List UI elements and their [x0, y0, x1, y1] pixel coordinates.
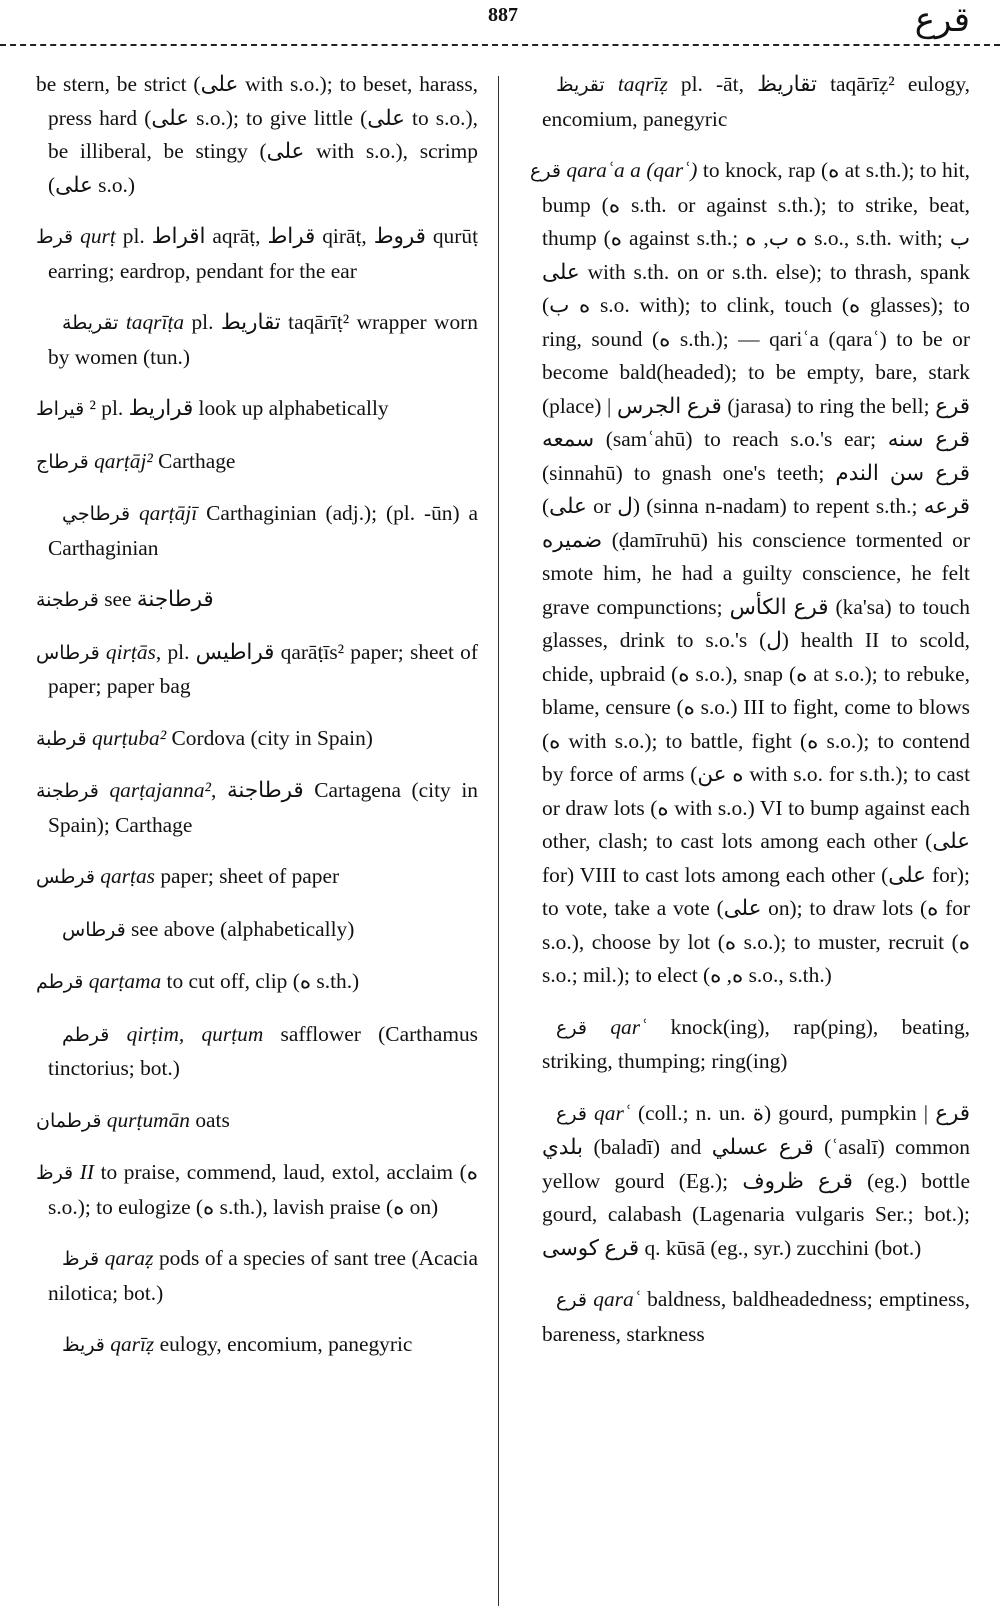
- entry-arabic: قيراط: [36, 398, 85, 420]
- dictionary-entry: [36, 722, 478, 757]
- dictionary-entry: [36, 392, 478, 427]
- entry-definition: Carthage: [152, 448, 236, 473]
- entry-headword: taqrīẓ: [617, 72, 668, 96]
- entry-arabic: قرطاس: [36, 641, 100, 664]
- entry-definition: knock(ing), rap(ping), beating, striking, thumping; ring(ing): [542, 1014, 970, 1073]
- dictionary-entry: [36, 1104, 478, 1139]
- entry-headword: taqrīṭa: [125, 310, 185, 334]
- entry-headword: qarṭājī: [138, 501, 198, 525]
- column-divider: [498, 76, 499, 1606]
- entry-headword: qarṭajanna²: [109, 778, 211, 802]
- dictionary-entry: [530, 1097, 970, 1266]
- entry-headword: qarīẓ: [110, 1332, 155, 1356]
- entry-definition: pods of a species of sant tree (Acacia nilotica; bot.): [48, 1246, 478, 1305]
- entry-definition: pl. اقراط aqrāṭ, قراط qirāṭ, قروط qurūṭ earring; eardrop, pendant for the ear: [48, 224, 479, 283]
- entry-definition: Carthaginian (adj.); (pl. -ūn) a Carthaginian: [48, 501, 478, 560]
- entry-arabic: قرع: [556, 1102, 587, 1125]
- dictionary-entry: [36, 965, 478, 1000]
- dictionary-entry: [36, 860, 478, 895]
- entry-arabic: قرع: [556, 1289, 587, 1311]
- entry-definition: see قرطاجنة: [104, 587, 214, 611]
- entry-headword: qarṭama: [88, 969, 162, 993]
- entry-definition: pl. تقاريط taqārīṭ² wrapper worn by women (tun.): [48, 310, 478, 369]
- entry-definition: safflower (Carthamus tinctorius; bot.): [48, 1021, 478, 1080]
- entry-headword: qarṭas: [100, 864, 155, 888]
- guide-word: قرع: [914, 2, 970, 39]
- dictionary-entry: [36, 1156, 478, 1224]
- entry-definition: , pl. قراطيس qarāṭīs² paper; sheet of paper; paper bag: [48, 639, 478, 698]
- dictionary-entry: [36, 220, 478, 288]
- entry-arabic: قرطمان: [36, 1109, 102, 1132]
- entry-arabic: قرطم: [36, 971, 84, 993]
- entry-definition: be stern, be strict (على with s.o.); to beset, harass, press hard (على s.o.); to give little (على to s.o.), be illiberal, be stingy (على with s.o.), scrimp (على s.o.): [36, 72, 478, 197]
- entry-arabic: قرع: [556, 1016, 587, 1039]
- dictionary-entry: [36, 1242, 478, 1310]
- entry-arabic: تقريظ: [556, 74, 605, 96]
- entry-definition: to cut off, clip (ه s.th.): [161, 969, 360, 993]
- entry-arabic: قرطجنة: [36, 780, 99, 802]
- page-number: 887: [488, 4, 518, 26]
- entry-definition: (coll.; n. un. ة) gourd, pumpkin | قرع بلدي (baladī) and قرع عسلي (ʿasalī) common yellow gourd (Eg.); قرع ظروف (eg.) bottle gourd, calabash (Lagenaria vulgaris Ser.; bot.); قرع كوسى q. kūsā (eg., syr.) zucchini (bot.): [542, 1100, 970, 1260]
- entry-headword: qarṭāj²: [94, 448, 153, 473]
- entry-arabic: قرطاج: [36, 450, 89, 473]
- entry-arabic: تقريطة: [62, 312, 119, 334]
- entry-headword: qarʿ: [610, 1014, 648, 1039]
- entry-arabic: قرطاجي: [62, 503, 131, 525]
- entry-definition: baldness, baldheadedness; emptiness, bareness, starkness: [542, 1287, 970, 1346]
- entry-arabic: قرع: [530, 160, 561, 182]
- entry-definition: pl. -āt, تقاريظ taqārīẓ² eulogy, encomium, panegyric: [542, 72, 970, 131]
- entry-headword: qaraẓ: [104, 1246, 154, 1270]
- entry-definition: paper; sheet of paper: [154, 864, 340, 888]
- right-column: [530, 68, 970, 1351]
- entry-definition: ² pl. قراريط look up alphabetically: [89, 396, 389, 420]
- entry-definition: to praise, commend, laud, extol, acclaim (ه s.o.); to eulogize (ه s.th.), lavish praise (ه on): [48, 1160, 478, 1219]
- page-header: [0, 0, 1000, 50]
- entry-headword: qurṭuba²: [91, 725, 167, 750]
- entry-arabic: قريظ: [62, 1334, 105, 1356]
- dictionary-entry: [36, 913, 478, 948]
- entry-definition: , قرطاجنة Cartagena (city in Spain); Carthage: [48, 778, 478, 837]
- dictionary-entry: [36, 497, 478, 565]
- entry-headword: qirṭās: [105, 639, 156, 664]
- dictionary-entry: [530, 154, 970, 993]
- left-column: [36, 68, 478, 1363]
- dictionary-entry: [530, 1283, 970, 1351]
- dictionary-entry: [530, 68, 970, 136]
- dictionary-entry: [36, 445, 478, 480]
- entry-headword: qurṭumān: [106, 1107, 190, 1132]
- entry-headword: qaraʿ: [593, 1287, 641, 1311]
- dictionary-entry: [36, 68, 478, 202]
- entry-headword: qurṭ: [80, 224, 116, 248]
- entry-definition: Cordova (city in Spain): [166, 725, 373, 750]
- entry-headword: II: [79, 1160, 94, 1184]
- entry-headword: qirṭim, qurṭum: [126, 1021, 264, 1046]
- entry-arabic: قرطس: [36, 866, 95, 888]
- dictionary-entry: [36, 774, 478, 842]
- dictionary-entry: [36, 1018, 478, 1086]
- entry-arabic: قرطم: [62, 1023, 110, 1046]
- dictionary-entry: [36, 583, 478, 618]
- entry-arabic: قرظ: [62, 1248, 100, 1270]
- entry-arabic: قرطجنة: [36, 589, 99, 611]
- entry-definition: see above (alphabetically): [131, 916, 355, 941]
- entry-definition: to knock, rap (ه at s.th.); to hit, bump (ه s.th. or against s.th.); to strike, beat, thump (ه against s.th.; ه ب, ه s.o., s.th. with; ب على with s.th. on or s.th. else); to thrash, spank (ه ب s.o. with); to clink, touch (ه glasses); to ring, sound (ه s.th.); — qariʿa (qaraʿ) to be or become bald(headed); to be empty, bare, stark (place) | قرع الجرس (jarasa) to ring the bell; قرع سمعه (samʿahū) to reach s.o.'s ear; قرع سنه (sinnahū) to gnash one's teeth; قرع سن الندم (على or ل) (sinna n-nadam) to repent s.th.; قرعه ضميره (ḍamīruhū) his conscience tormented or smote him, he had a guilty conscience, he felt grave compunctions; قرع الكأس (ka'sa) to touch glasses, drink to s.o.'s (ل) health II to scold, chide, upbraid (ه s.o.), snap (ه at s.o.); to rebuke, blame, censure (ه s.o.) III to fight, come to blows (ه with s.o.); to battle, fight (ه s.o.); to contend by force of arms (ه عن with s.o. for s.th.); to cast or draw lots (ه with s.o.) VI to bump against each other, clash; to cast lots among each other (على for) VIII to cast lots among each other (على for); to vote, take a vote (على on); to draw lots (ه for s.o.), choose by lot (ه s.o.); to muster, recruit (ه s.o.; mil.); to elect (ه, ه s.o., s.th.): [542, 158, 971, 987]
- dictionary-entry: [36, 1328, 478, 1363]
- dictionary-entry: [36, 636, 478, 704]
- entry-definition: oats: [189, 1107, 230, 1132]
- entry-arabic: قرط: [36, 226, 74, 248]
- entry-headword: qarʿ: [594, 1100, 631, 1125]
- entry-arabic: قرطاس: [62, 918, 126, 941]
- dictionary-entry: [36, 306, 478, 374]
- entry-arabic: قرطبة: [36, 727, 87, 750]
- entry-arabic: قرظ: [36, 1162, 74, 1184]
- header-rule: [0, 44, 1000, 46]
- entry-definition: eulogy, encomium, panegyric: [154, 1332, 413, 1356]
- entry-headword: qaraʿa a (qarʿ): [566, 158, 698, 182]
- dictionary-entry: [530, 1011, 970, 1079]
